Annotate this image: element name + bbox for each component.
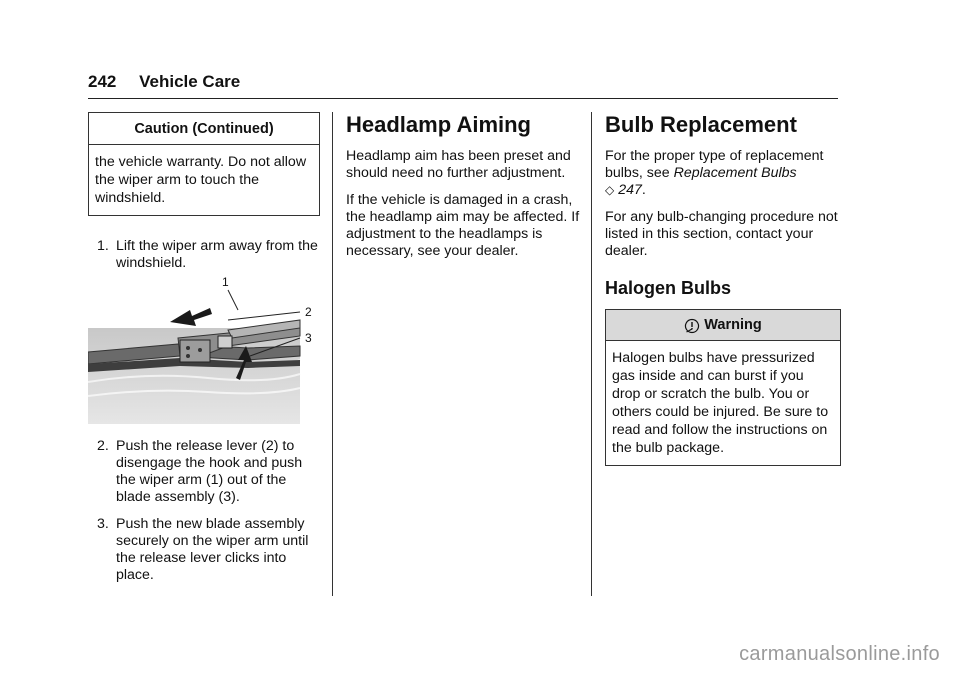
column-right (605, 112, 841, 466)
caution-box (88, 112, 320, 216)
column-left (88, 112, 320, 594)
page-reference-icon: ◇ (605, 183, 615, 197)
bulb-paragraph-2: For any bulb-changing procedure not listed in this section, contact your dealer. (605, 209, 838, 259)
bulb-replacement-heading: Bulb Replacement (605, 112, 797, 137)
warning-title-bar (606, 310, 840, 341)
figure-label-2: 2 (305, 305, 312, 319)
page-ref-number: 247 (618, 182, 642, 198)
warning-title: Warning (704, 317, 762, 333)
headlamp-paragraph-2: If the vehicle is damaged in a crash, the headlamp aim may be affected. If adjustment to the headlamps is necessary, see your dealer. (346, 192, 580, 259)
header-rule (88, 98, 838, 99)
page-number: 242 (88, 72, 117, 91)
steps-list (88, 238, 320, 272)
replacement-bulbs-link[interactable]: Replacement Bulbs (673, 165, 797, 181)
wiper-illustration (88, 275, 320, 424)
section-title: Vehicle Care (139, 72, 241, 91)
bulb-paragraph-1: For the proper type of replacement bulbs, see Replacement Bulbs ◇ 247. (605, 148, 824, 198)
column-middle (346, 112, 584, 270)
list-item: 3. Push the new blade assembly securely on the wiper arm until the release lever clicks into place. (97, 516, 309, 583)
wiper-blade-diagram (88, 286, 320, 424)
figure-label-3: 3 (305, 331, 312, 345)
caution-title: Caution (Continued) (89, 113, 319, 145)
watermark: carmanualsonline.info (739, 643, 940, 665)
figure-label-1: 1 (222, 275, 229, 289)
headlamp-aiming-heading: Headlamp Aiming (346, 112, 531, 137)
steps-list-continued (88, 438, 320, 584)
column-divider-2 (591, 112, 592, 596)
page-header (88, 72, 240, 92)
list-item: 2. Push the release lever (2) to disengage the hook and push the wiper arm (1) out of the blade assembly (3). (97, 438, 303, 505)
caution-body: the vehicle warranty. Do not allow the wiper arm to touch the windshield. (95, 154, 307, 206)
warning-symbol-icon (684, 318, 700, 334)
list-item: 1. Lift the wiper arm away from the windshield. (97, 238, 318, 271)
warning-body: Halogen bulbs have pressurized gas inside and can burst if you drop or scratch the bulb. You or others could be injured. Be sure to read and follow the instructions on the bulb package. (612, 350, 829, 456)
warning-box (605, 309, 841, 466)
column-divider-1 (332, 112, 333, 596)
headlamp-paragraph-1: Headlamp aim has been preset and should need no further adjustment. (346, 148, 571, 181)
halogen-bulbs-heading: Halogen Bulbs (605, 278, 732, 298)
